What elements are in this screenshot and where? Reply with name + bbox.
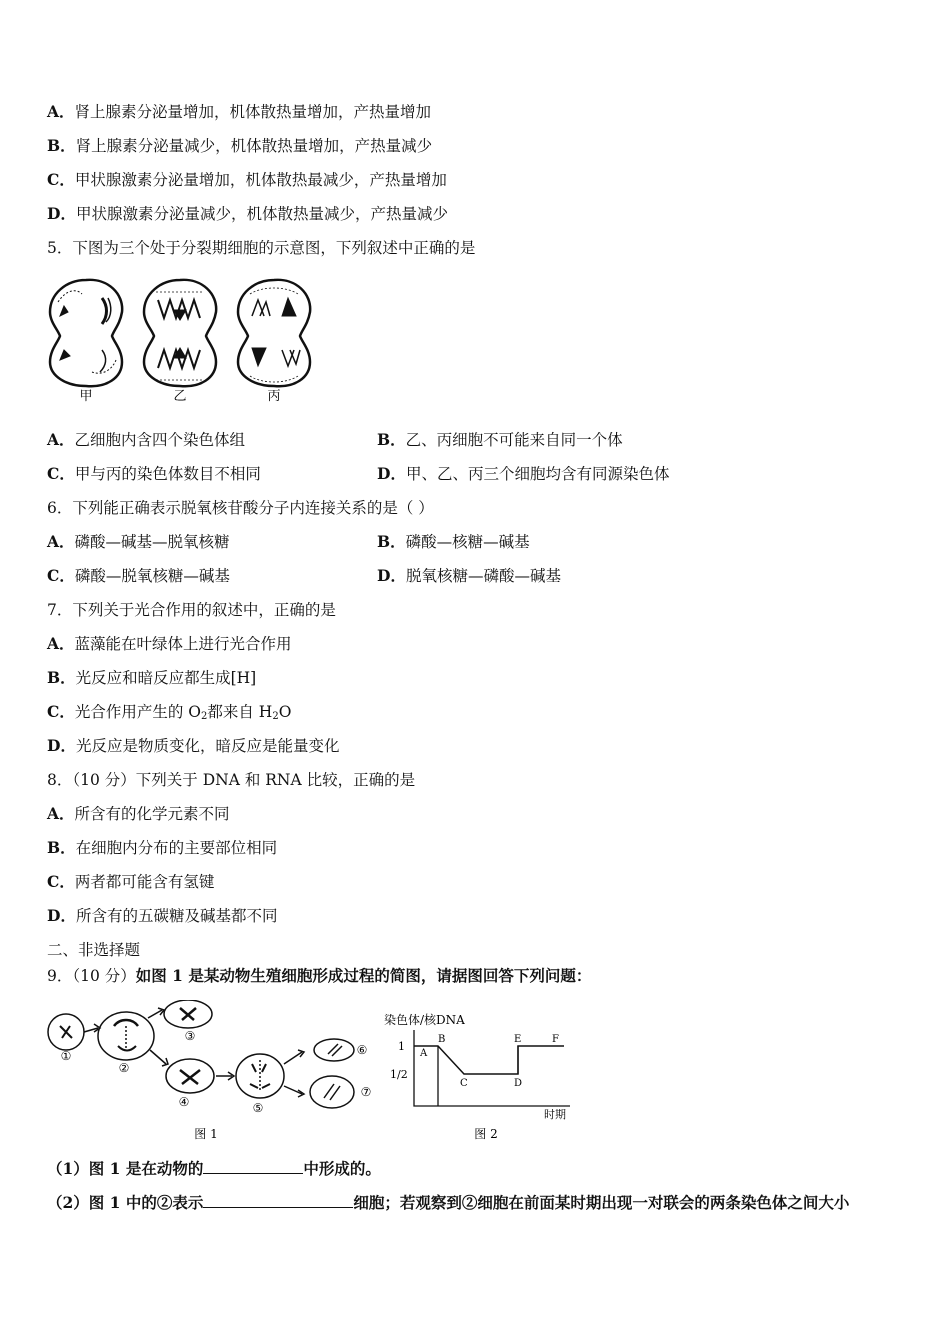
q4-option-b: B．肾上腺素分泌量减少，机体散热量增加，产热量减少 <box>47 136 433 155</box>
fig2-ytick-half: 1/2 <box>390 1068 408 1081</box>
q7-option-a: A．蓝藻能在叶绿体上进行光合作用 <box>47 634 292 653</box>
fig1-caption: 图 1 <box>194 1127 218 1141</box>
cell-label-jia: 甲 <box>79 389 93 404</box>
q6-option-c: C．磷酸—脱氧核糖—碱基 <box>47 566 230 585</box>
q9-figure-2 <box>384 1010 584 1146</box>
q5-option-d: D．甲、乙、丙三个细胞均含有同源染色体 <box>377 464 670 483</box>
q8-option-b: B．在细胞内分布的主要部位相同 <box>47 838 278 857</box>
q4-option-c: C．甲状腺激素分泌量增加，机体散热最减少，产热量增加 <box>47 170 447 189</box>
answer-blank-1[interactable] <box>203 1158 303 1174</box>
cell-label-yi: 乙 <box>173 389 187 404</box>
fig2-caption: 图 2 <box>474 1127 498 1141</box>
q7-option-c: C．光合作用产生的 $O_2$都来自 $H_2O$ <box>47 702 292 722</box>
fig1-label-4: ④ <box>178 1095 190 1109</box>
fig1-label-2: ② <box>118 1061 130 1075</box>
q5-stem: 5．下图为三个处于分裂期细胞的示意图，下列叙述中正确的是 <box>47 239 476 257</box>
cell-label-bing: 丙 <box>267 389 281 404</box>
cell-jia <box>50 280 122 386</box>
q7-option-d: D．光反应是物质变化，暗反应是能量变化 <box>47 736 340 755</box>
q5-option-a: A．乙细胞内含四个染色体组 <box>47 430 246 449</box>
q8-stem: 8．（10 分）下列关于 DNA 和 RNA 比较，正确的是 <box>47 771 416 789</box>
fig2-point-e: E <box>514 1034 522 1045</box>
q4-option-d: D．甲状腺激素分泌量减少，机体散热量减少，产热量减少 <box>47 204 448 223</box>
q5-option-b: B．乙、丙细胞不可能来自同一个体 <box>377 430 623 449</box>
q5-cell-figure <box>46 272 326 411</box>
section-heading: 二、非选择题 <box>47 941 141 959</box>
q6-option-a: A．磷酸—碱基—脱氧核糖 <box>47 532 230 551</box>
fig2-ytick-1: 1 <box>398 1040 405 1053</box>
fig2-point-d: D <box>514 1078 523 1089</box>
fig2-point-c: C <box>460 1078 468 1089</box>
q7-option-b: B．光反应和暗反应都生成[H] <box>47 668 257 687</box>
fig2-point-a: A <box>420 1048 428 1059</box>
q6-stem: 6．下列能正确表示脱氧核苷酸分子内连接关系的是（ ） <box>47 499 434 517</box>
q4-option-a: A．肾上腺素分泌量增加，机体散热量增加，产热量增加 <box>47 102 432 121</box>
q6-option-b: B．磷酸—核糖—碱基 <box>377 532 530 551</box>
q6-option-d: D．脱氧核糖—磷酸—碱基 <box>377 566 561 585</box>
fig1-label-5: ⑤ <box>252 1101 264 1115</box>
fig2-xlabel: 时期 <box>544 1108 566 1121</box>
q5-option-c: C．甲与丙的染色体数目不相同 <box>47 464 261 483</box>
fig1-label-1: ① <box>60 1049 72 1063</box>
fig2-point-f: F <box>552 1034 559 1045</box>
q7-stem: 7．下列关于光合作用的叙述中，正确的是 <box>47 601 336 619</box>
q9-figure-1 <box>44 1000 384 1154</box>
answer-blank-2[interactable] <box>203 1192 353 1208</box>
fig1-label-6: ⑥ <box>356 1043 368 1057</box>
q9-sub2: （2）图 1 中的②表示 细胞；若观察到②细胞在前面某时期出现一对联会的两条染色体之间大小 <box>47 1193 850 1212</box>
q8-option-c: C．两者都可能含有氢键 <box>47 872 215 891</box>
fig1-label-7: ⑦ <box>360 1085 372 1099</box>
q8-option-d: D．所含有的五碳糖及碱基都不同 <box>47 906 278 925</box>
fig1-label-3: ③ <box>184 1029 196 1043</box>
fig2-point-b: B <box>438 1034 446 1045</box>
q9-stem: 9．（10 分）如图 1 是某动物生殖细胞形成过程的简图，请据图回答下列问题： <box>47 966 592 985</box>
cell-yi <box>144 280 216 386</box>
q8-option-a: A．所含有的化学元素不同 <box>47 804 230 823</box>
cell-bing <box>238 280 310 386</box>
fig2-ylabel: 染色体/核DNA <box>384 1013 465 1027</box>
q9-sub1: （1）图 1 是在动物的 中形成的。 <box>47 1159 381 1178</box>
